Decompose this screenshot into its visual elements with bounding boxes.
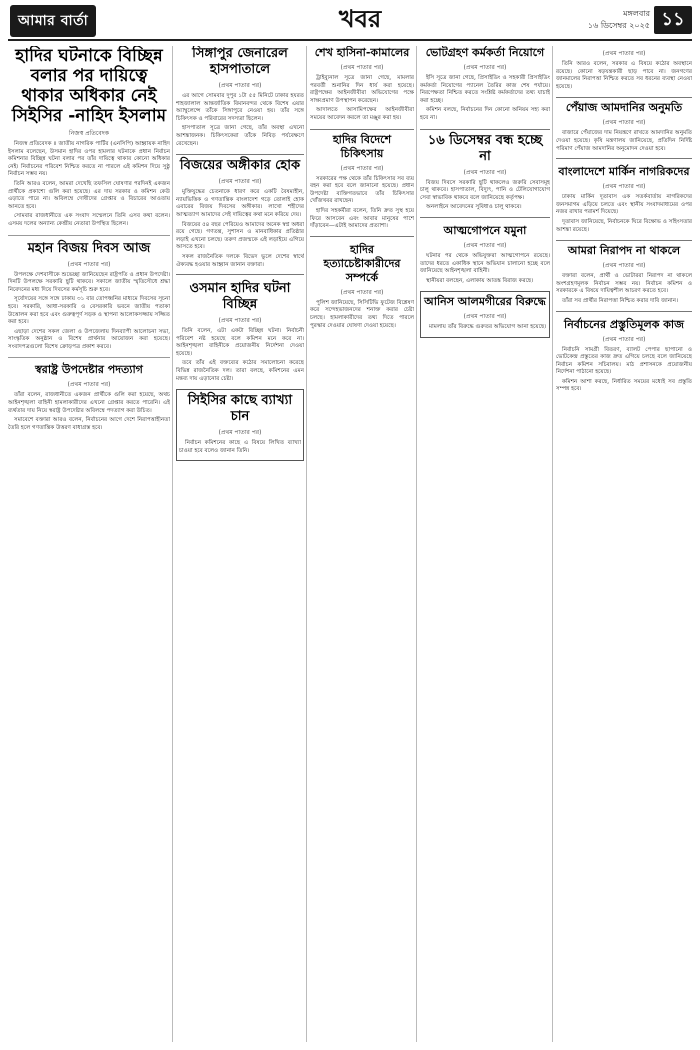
article-paragraph: তবে তাঁর এই বক্তব্যের কঠোর সমালোচনা করেছে বিভিন্ন রাজনৈতিক দল। তারা বলছে, কমিশনের এমন মন্তব্য দায় এড়ানোর চেষ্টা। [176,360,304,382]
article-byline: (প্রথম পাতার পর) [463,168,507,176]
article-paragraph: কমিশন আশা করছে, নির্ধারিত সময়ের মধ্যেই সব প্রস্তুতি সম্পন্ন হবে। [556,378,692,393]
day-label: মঙ্গলবার [623,9,650,18]
article-paragraph: তিনি বলেন, এটা একটা বিচ্ছিন্ন ঘটনা। নির্বাচনী পরিবেশ নষ্ট হয়েছে বলে কমিশন মনে করে না। আইনশৃঙ্খলা বাহিনীকে প্রয়োজনীয় নির্দেশনা দেওয়া হয়েছে। [176,328,304,357]
article-paragraph: বাজারে পেঁয়াজের দাম নিয়ন্ত্রণে রাখতে আমদানির অনুমতি দেওয়া হয়েছে। কৃষি মন্ত্রণালয় জানিয়েছে, প্রতিদিন নির্দিষ্ট পরিমাণ পেঁয়াজ আমদানির অনুমোদন দেওয়া হবে। [556,130,692,152]
article-divider [8,357,170,358]
page-number: ১১ [654,6,692,34]
article-onion-import [556,97,692,159]
article-paragraph: বিজয়ের ৫৪ বছর পেরিয়েও আমাদের অনেক স্বপ্ন অধরা রয়ে গেছে। গণতন্ত্র, সুশাসন ও মানবাধিকার প্রতিষ্ঠার লড়াই এখনো চলছে। তরুণ প্রজন্মকে এই লড়াইয়ে এগিয়ে আসতে হবে। [176,221,304,251]
article-body [556,130,692,153]
article-headline: পেঁয়াজ আমদানির অনুমতি [565,101,683,115]
article-headline: আত্মগোপনে যমুনা [443,223,527,237]
article-headline: ওসমান হাদির ঘটনা বিচ্ছিন্ন [189,281,291,313]
article-byline: (প্রথম পাতার পর) [602,119,646,127]
article-body [556,347,692,395]
article-body [8,392,170,432]
article-byline: (প্রথম পাতার পর) [67,381,111,389]
article-byline: (প্রথম পাতার পর) [218,82,262,89]
article-body [310,300,414,330]
article-paragraph: এর আগে সোমবার দুপুর ১টা ৫৫ মিনিটে ঢাকার হযরত শাহজালাল আন্তর্জাতিক বিমানবন্দর থেকে বিশেষ এয়ার অ্যাম্বুলেন্সে তাঁকে সিঙ্গাপুরে নেওয়া হয়। তাঁর সঙ্গে চিকিৎসক ও পরিবারের সদস্যরা ছিলেন। [176,93,304,122]
article-paragraph: অনলাইনে আবেদনের সুবিধাও চালু থাকবে। [426,204,522,211]
article-dec-16-not-closed [420,129,550,218]
article-byline: (প্রথম পাতার পর) [340,288,384,296]
column-2 [176,46,304,1042]
article-headline: ভোটগ্রহণ কর্মকর্তা নিয়োগে [425,46,545,59]
article-headline: হাদির ঘটনাকে বিচ্ছিন্ন বলার পর দায়িত্বে থাকার অধিকার নেই সিইসির -নাহিদ ইসলাম [11,46,167,126]
article-headline: বিজয়ের অঙ্গীকার হোক [179,158,301,174]
article-body [423,324,547,332]
column-3 [310,46,414,1042]
article-paragraph: দূতাবাস জানিয়েছে, নির্বাচনকে ঘিরে বিক্ষোভ ও সহিংসতার আশঙ্কা রয়েছে। [556,218,692,233]
article-byline: (প্রথম পাতার পর) [463,313,507,321]
article-body [556,61,692,91]
article-byline: (প্রথম পাতার পর) [602,335,646,343]
article-paragraph: সমাবেশে বক্তারা আরও বলেন, নির্বাচনের আগে দেশে নিরাপত্তাহীনতা তৈরি হলে গণতান্ত্রিক উত্তরণ বাধাগ্রস্ত হবে। [8,417,170,431]
article-headline: স্বরাষ্ট্র উপদেষ্টার পদত্যাগ [35,363,143,377]
article-paragraph: নিজস্ব প্রতিবেদক ॥ জাতীয় নাগরিক পার্টির (এনসিপি) আহ্বায়ক নাহিদ ইসলাম বলেছেন, উসমান হাদির ওপর হামলার ঘটনাকে প্রধান নির্বাচন কমিশনার বিচ্ছিন্ন ঘটনা বলার পর তাঁর দায়িত্বে থাকার কোনো অধিকার নেই। নির্বাচনের পরিবেশ নিশ্চিত করতে না পারলে এই কমিশন দিয়ে সুষ্ঠু নির্বাচন সম্ভব নয়। [8,141,170,178]
article-headline: মহান বিজয় দিবস আজ [27,240,151,256]
article-byline: (প্রথম পাতার পর) [463,64,507,71]
article-byline: (প্রথম পাতার পর) [218,178,262,186]
article-body [310,75,414,123]
article-headline: হাদির বিদেশে চিকিৎসায় [332,132,392,160]
article-paragraph: হাসপাতাল সূত্রে জানা গেছে, তাঁর অবস্থা এখনো আশঙ্কাজনক। চিকিৎসকেরা তাঁকে নিবিড় পর্যবেক্ষণে রেখেছেন। [176,125,304,147]
article-osman-hadi-isolated [176,281,304,383]
article-divider [8,235,170,236]
article-paragraph: তিনি আরও বলেন, সরকার এ বিষয়ে কঠোর অবস্থানে রয়েছে। কোনো ষড়যন্ত্রকারী ছাড় পাবে না। জনগণের জানমালের নিরাপত্তা নিশ্চিত করতে সব ধরনের ব্যবস্থা নেওয়া হয়েছে। [556,61,692,90]
article-headline: সিইসির কাছে ব্যাখ্যা চান [187,393,293,425]
article-paragraph: ঢাকায় মার্কিন দূতাবাস এক সতর্কবার্তায় নাগরিকদের জনসমাগম এড়িয়ে চলতে এবং স্থানীয় সংবাদমাধ্যমের ওপর নজর রাখার পরামর্শ দিয়েছে। [556,194,692,216]
article-paragraph: আদালতে আসামিপক্ষের আইনজীবীরা সময়ের আবেদন করলে তা মঞ্জুর করা হয়। [310,107,414,121]
article-body [556,194,692,234]
article-paragraph: ট্রাইব্যুনাল সূত্রে জানা গেছে, মামলার পরবর্তী শুনানির দিন ধার্য করা হয়েছে। রাষ্ট্রপক্ষের আইনজীবীরা অভিযোগের পক্ষে সাক্ষ্যপ্রমাণ উপস্থাপন করেছেন। [310,75,414,104]
article-byline: (প্রথম পাতার পর) [340,64,384,71]
section-title: খবর [338,5,382,33]
article-headline: নির্বাচনের প্রস্তুতিমূলক কাজ [564,317,684,331]
article-paragraph: হাদির সহকর্মীরা বলেন, তিনি দ্রুত সুস্থ হয়ে ফিরে আসবেন এবং আবার মানুষের পাশে দাঁড়াবেন—এটাই আমাদের প্রত্যাশা। [310,207,414,230]
article-sheikh-hasina-kamal [310,46,414,123]
article-headline: ১৬ ডিসেম্বর বন্ধ হচ্ছে না [427,132,543,164]
article-paragraph: বিজয় দিবসে সরকারি ছুটি থাকলেও জরুরি সেবাসমূহ চালু থাকবে। হাসপাতাল, বিদ্যুৎ, পানি ও টেলিযোগাযোগ সেবা স্বাভাবিক থাকবে বলে জানিয়েছে কর্তৃপক্ষ। [420,179,550,201]
article-body [310,176,414,231]
article-byline: (প্রথম পাতার পর) [463,241,507,249]
page-header [0,0,700,42]
article-paragraph: এছাড়া দেশের সকল জেলা ও উপজেলায় দিনব্যাপী আলোচনা সভা, সাংস্কৃতিক অনুষ্ঠান ও বিশেষ প্রার্থনার আয়োজন করা হয়েছে। সংবাদপত্রগুলো বিশেষ ক্রোড়পত্র প্রকাশ করবে। [8,328,170,350]
article-body [8,272,170,352]
article-body [176,93,304,148]
article-paragraph: সোমবার রাজধানীতে এক সংবাদ সম্মেলনে তিনি এসব কথা বলেন। এসময় দলের অন্যান্য কেন্দ্রীয় নেতারা উপস্থিত ছিলেন। [8,213,170,227]
header-divider [8,39,692,41]
article-headline: সিঙ্গাপুর জেনারেল হাসপাতালে [192,46,288,77]
article-byline: (প্রথম পাতার পর) [67,260,111,268]
article-paragraph: তিনি আরও বলেন, আমরা দেখেছি তফসিল ঘোষণার পরদিনই একজন প্রার্থীকে প্রকাশ্যে গুলি করা হয়েছে। এর দায় সরকার ও কমিশন কেউ এড়াতে পারে না। অবিলম্বে দোষীদের গ্রেপ্তার ও বিচারের আওতায় আনতে হবে। [8,180,170,210]
column-divider [172,46,173,1042]
article-byline: নিজস্ব প্রতিবেদক [68,130,110,137]
article-paragraph: সরকারের পক্ষ থেকে তাঁর চিকিৎসার সব ব্যয় বহন করা হবে বলে জানানো হয়েছে। প্রধান উপদেষ্টা ব্যক্তিগতভাবে তাঁর চিকিৎসার খোঁজখবর রাখছেন। [310,175,414,205]
article-body [420,75,550,123]
article-hiding-jamuna [420,224,550,285]
article-singapore-hospital [176,46,304,148]
masthead-logo [10,6,96,36]
article-paragraph: সূর্যোদয়ের সঙ্গে সঙ্গে ঢাকায় ৩১ বার তোপধ্বনির মাধ্যমে দিবসের সূচনা হবে। সরকারি, আধা-সরকারি ও বেসরকারি ভবনে জাতীয় পতাকা উত্তোলন করা হবে এবং গুরুত্বপূর্ণ সড়ক ও স্থাপনা আলোকসজ্জায় সজ্জিত করা হবে। [8,296,170,326]
article-paragraph: মামলায় তাঁর বিরুদ্ধে গুরুতর অভিযোগ আনা হয়েছে। [429,324,547,331]
column-divider [552,46,553,1042]
column-1 [8,46,170,1042]
column-divider [306,46,307,1042]
article-headline: বাংলাদেশে মার্কিন নাগরিকদের [558,165,690,179]
article-byline: (প্রথম পাতার পর) [602,183,646,191]
article-body [420,253,550,285]
article-paragraph: ইসি সূত্রে জানা গেছে, প্রিসাইডিং ও সহকারী প্রিসাইডিং কর্মকর্তা নিয়োগের প্যানেল তৈরির কাজ শেষ পর্যায়ে। নিরপেক্ষতা নিশ্চিত করতে সংশ্লিষ্ট কর্মকর্তাদের তথ্য যাচাই করা হচ্ছে। [420,75,550,104]
article-polling-officials [420,46,550,123]
article-body [420,180,550,212]
article-continuation [556,48,692,91]
article-body [176,189,304,269]
article-byline: (প্রথম পাতার পর) [218,429,262,437]
article-cec-explanation [176,389,304,461]
article-byline: (প্রথম পাতার পর) [602,262,646,270]
masthead-date [588,8,650,32]
article-byline: (প্রথম পাতার পর) [218,317,262,325]
column-5 [556,46,692,1042]
article-headline: আনিস আলমগীরের বিরুদ্ধে [424,295,546,309]
article-anis-alamgir [420,291,550,338]
article-body [179,440,301,455]
article-headline: হাদির হত্যাচেষ্টাকারীদের সম্পর্কে [323,242,401,284]
article-hadi-attackers [310,243,414,330]
newspaper-logo: আমার বার্তা [10,5,96,37]
date-label: ১৬ ডিসেম্বর ২০২৫ [587,21,650,30]
article-byline: (প্রথম পাতার পর) [602,50,646,57]
article-paragraph: মুক্তিযুদ্ধের চেতনাকে ধারণ করে একটি বৈষম্যহীন, ন্যায়ভিত্তিক ও গণতান্ত্রিক বাংলাদেশ গড়ে তোলাই হোক এবারের বিজয় দিবসের অঙ্গীকার। লাখো শহীদের আত্মত্যাগ আমাদের সেই দায়িত্বের কথা মনে করিয়ে দেয়। [176,189,304,218]
article-headline: আমরা নিরাপদ না থাকলে [567,244,681,258]
column-divider [416,46,417,1042]
article-hadi-treatment-abroad [310,129,414,237]
article-body [8,141,170,229]
article-paragraph: ঘটনার পর থেকে অভিযুক্তরা আত্মগোপনে রয়েছে। তাদের ধরতে একাধিক স্থানে অভিযান চালানো হচ্ছে বলে জানিয়েছে আইনশৃঙ্খলা বাহিনী। [420,252,550,275]
article-paragraph: সকল রাজনৈতিক দলকে বিভেদ ভুলে দেশের স্বার্থে ঐক্যবদ্ধ হওয়ার আহ্বান জানান বক্তারা। [176,253,304,268]
column-4 [420,46,550,1042]
article-paragraph: পুলিশ জানিয়েছে, সিসিটিভি ফুটেজ বিশ্লেষণ করে সন্দেহভাজনদের শনাক্ত করার চেষ্টা চলছে। হামলাকারীদের তথ্য দিতে পারলে পুরস্কার দেওয়ার ঘোষণা দেওয়া হয়েছে। [310,299,414,329]
article-nahid-islam [8,46,170,229]
article-home-adviser [8,363,170,432]
article-byline: (প্রথম পাতার পর) [340,164,384,172]
article-paragraph: কমিশন বলছে, নির্বাচনের দিন কোনো অনিয়ম সহ্য করা হবে না। [420,107,550,121]
article-paragraph: বক্তারা বলেন, প্রার্থী ও ভোটাররা নিরাপদ না থাকলে অংশগ্রহণমূলক নির্বাচন সম্ভব নয়। নির্বাচন কমিশন ও সরকারকে এ বিষয়ে দায়িত্বশীল আচরণ করতে হবে। [556,273,692,295]
article-paragraph: উপলক্ষে দেশবাসীকে শুভেচ্ছা জানিয়েছেন রাষ্ট্রপতি ও প্রধান উপদেষ্টা। দিনটি উপলক্ষে সরকারি ছুটি থাকবে। সকালে জাতীয় স্মৃতিসৌধে শ্রদ্ধা নিবেদনের মধ্য দিয়ে দিবসের কর্মসূচি শুরু হবে। [8,271,170,293]
article-paragraph: তাঁরা বলেন, রাজধানীতে একজন প্রার্থীকে গুলি করা হয়েছে, অথচ আইনশৃঙ্খলা বাহিনী হামলাকারীদের এখনো গ্রেপ্তার করতে পারেনি। এই ব্যর্থতার দায় নিয়ে স্বরাষ্ট্র উপদেষ্টার অবিলম্বে পদত্যাগ করা উচিত। [8,392,170,414]
article-victory-day [8,241,170,352]
article-victory-pledge [176,154,304,275]
article-paragraph: তাঁরা সব প্রার্থীর নিরাপত্তা নিশ্চিত করার দাবি জানান। [562,297,678,304]
article-body [176,328,304,383]
article-paragraph: নির্বাচনি সামগ্রী বিতরণ, ব্যালট পেপার ছাপানো ও ভোটকেন্দ্র প্রস্তুতের কাজ দ্রুত এগিয়ে চলছে বলে জানিয়েছে নির্বাচন কমিশন সচিবালয়। মাঠ প্রশাসনকে প্রয়োজনীয় নির্দেশনা পাঠানো হয়েছে। [556,346,692,376]
article-paragraph: নির্বাচন কমিশনের কাছে এ বিষয়ে লিখিত ব্যাখ্যা চাওয়া হবে বলেও জানান তিনি। [179,440,301,454]
article-body [556,273,692,305]
article-paragraph: স্থানীয়রা বলছেন, এলাকায় আতঙ্ক বিরাজ করছে। [426,277,534,284]
article-us-citizens [556,165,692,234]
article-not-safe [556,240,692,311]
article-headline: শেখ হাসিনা-কামালের [314,46,410,59]
article-election-preparation [556,318,692,395]
